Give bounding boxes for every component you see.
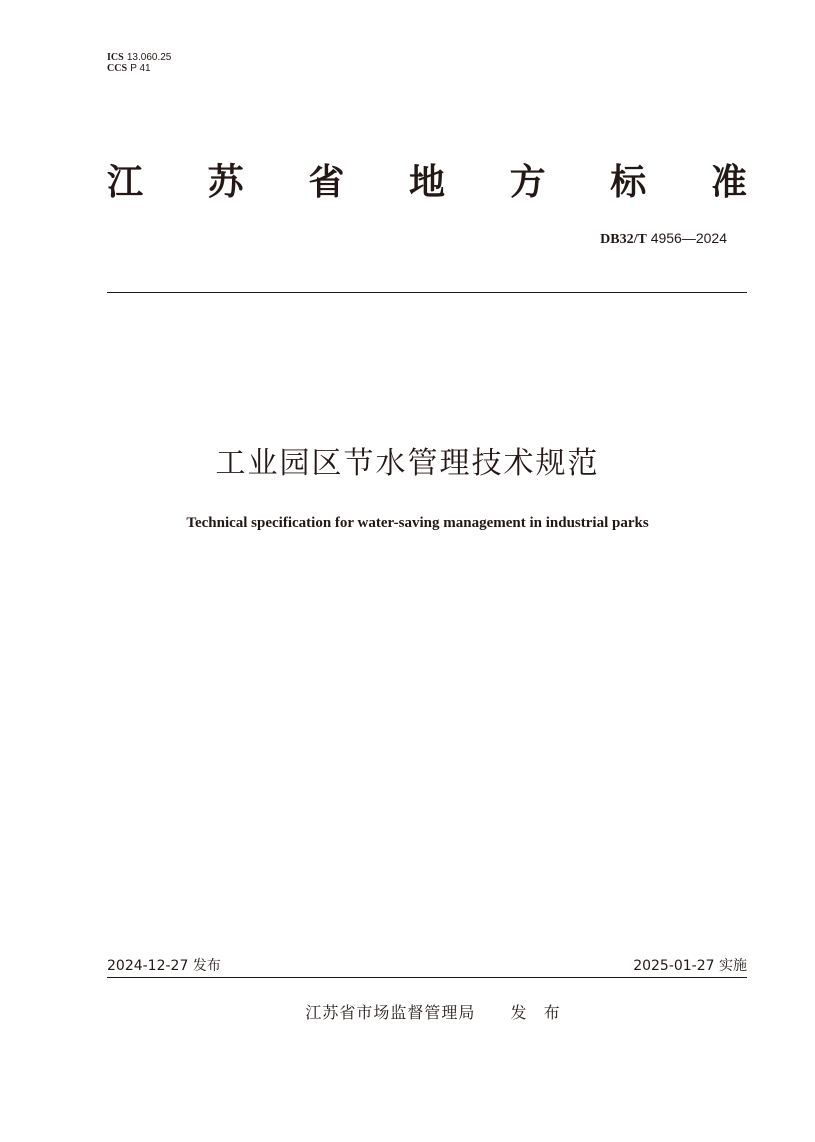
publisher-line <box>0 1002 815 1024</box>
ics-label: ICS <box>107 52 124 63</box>
standard-type-char: 省 <box>308 162 345 203</box>
standard-number-value: 4956—2024 <box>650 230 727 246</box>
top-divider <box>107 292 747 293</box>
standard-type-char: 标 <box>610 162 647 203</box>
standard-type-char: 方 <box>509 162 546 203</box>
standard-type-char: 准 <box>710 162 747 203</box>
standard-type-char: 地 <box>408 162 445 203</box>
ccs-code: P 41 <box>130 63 151 74</box>
ics-code: 13.060.25 <box>126 52 172 63</box>
standard-type-char: 苏 <box>207 162 244 203</box>
publisher-action: 发 布 <box>510 1003 560 1022</box>
ccs-label: CCS <box>107 63 128 74</box>
ccs-code-line <box>107 63 151 75</box>
publisher-organization: 江苏省市场监督管理局 <box>305 1003 476 1022</box>
document-title-cn: 工业园区节水管理技术规范 <box>215 446 600 481</box>
implementation-date: 2025-01-27 实施 <box>633 958 747 974</box>
standard-number <box>600 229 727 249</box>
standard-type-heading <box>107 160 747 206</box>
bottom-divider <box>107 977 747 978</box>
standard-number-prefix: DB32/T <box>600 232 647 247</box>
standard-type-char: 江 <box>107 162 144 203</box>
document-title-en: Technical specification for water-saving management in industrial parks <box>186 515 649 531</box>
issue-date: 2024-12-27 发布 <box>107 958 221 974</box>
